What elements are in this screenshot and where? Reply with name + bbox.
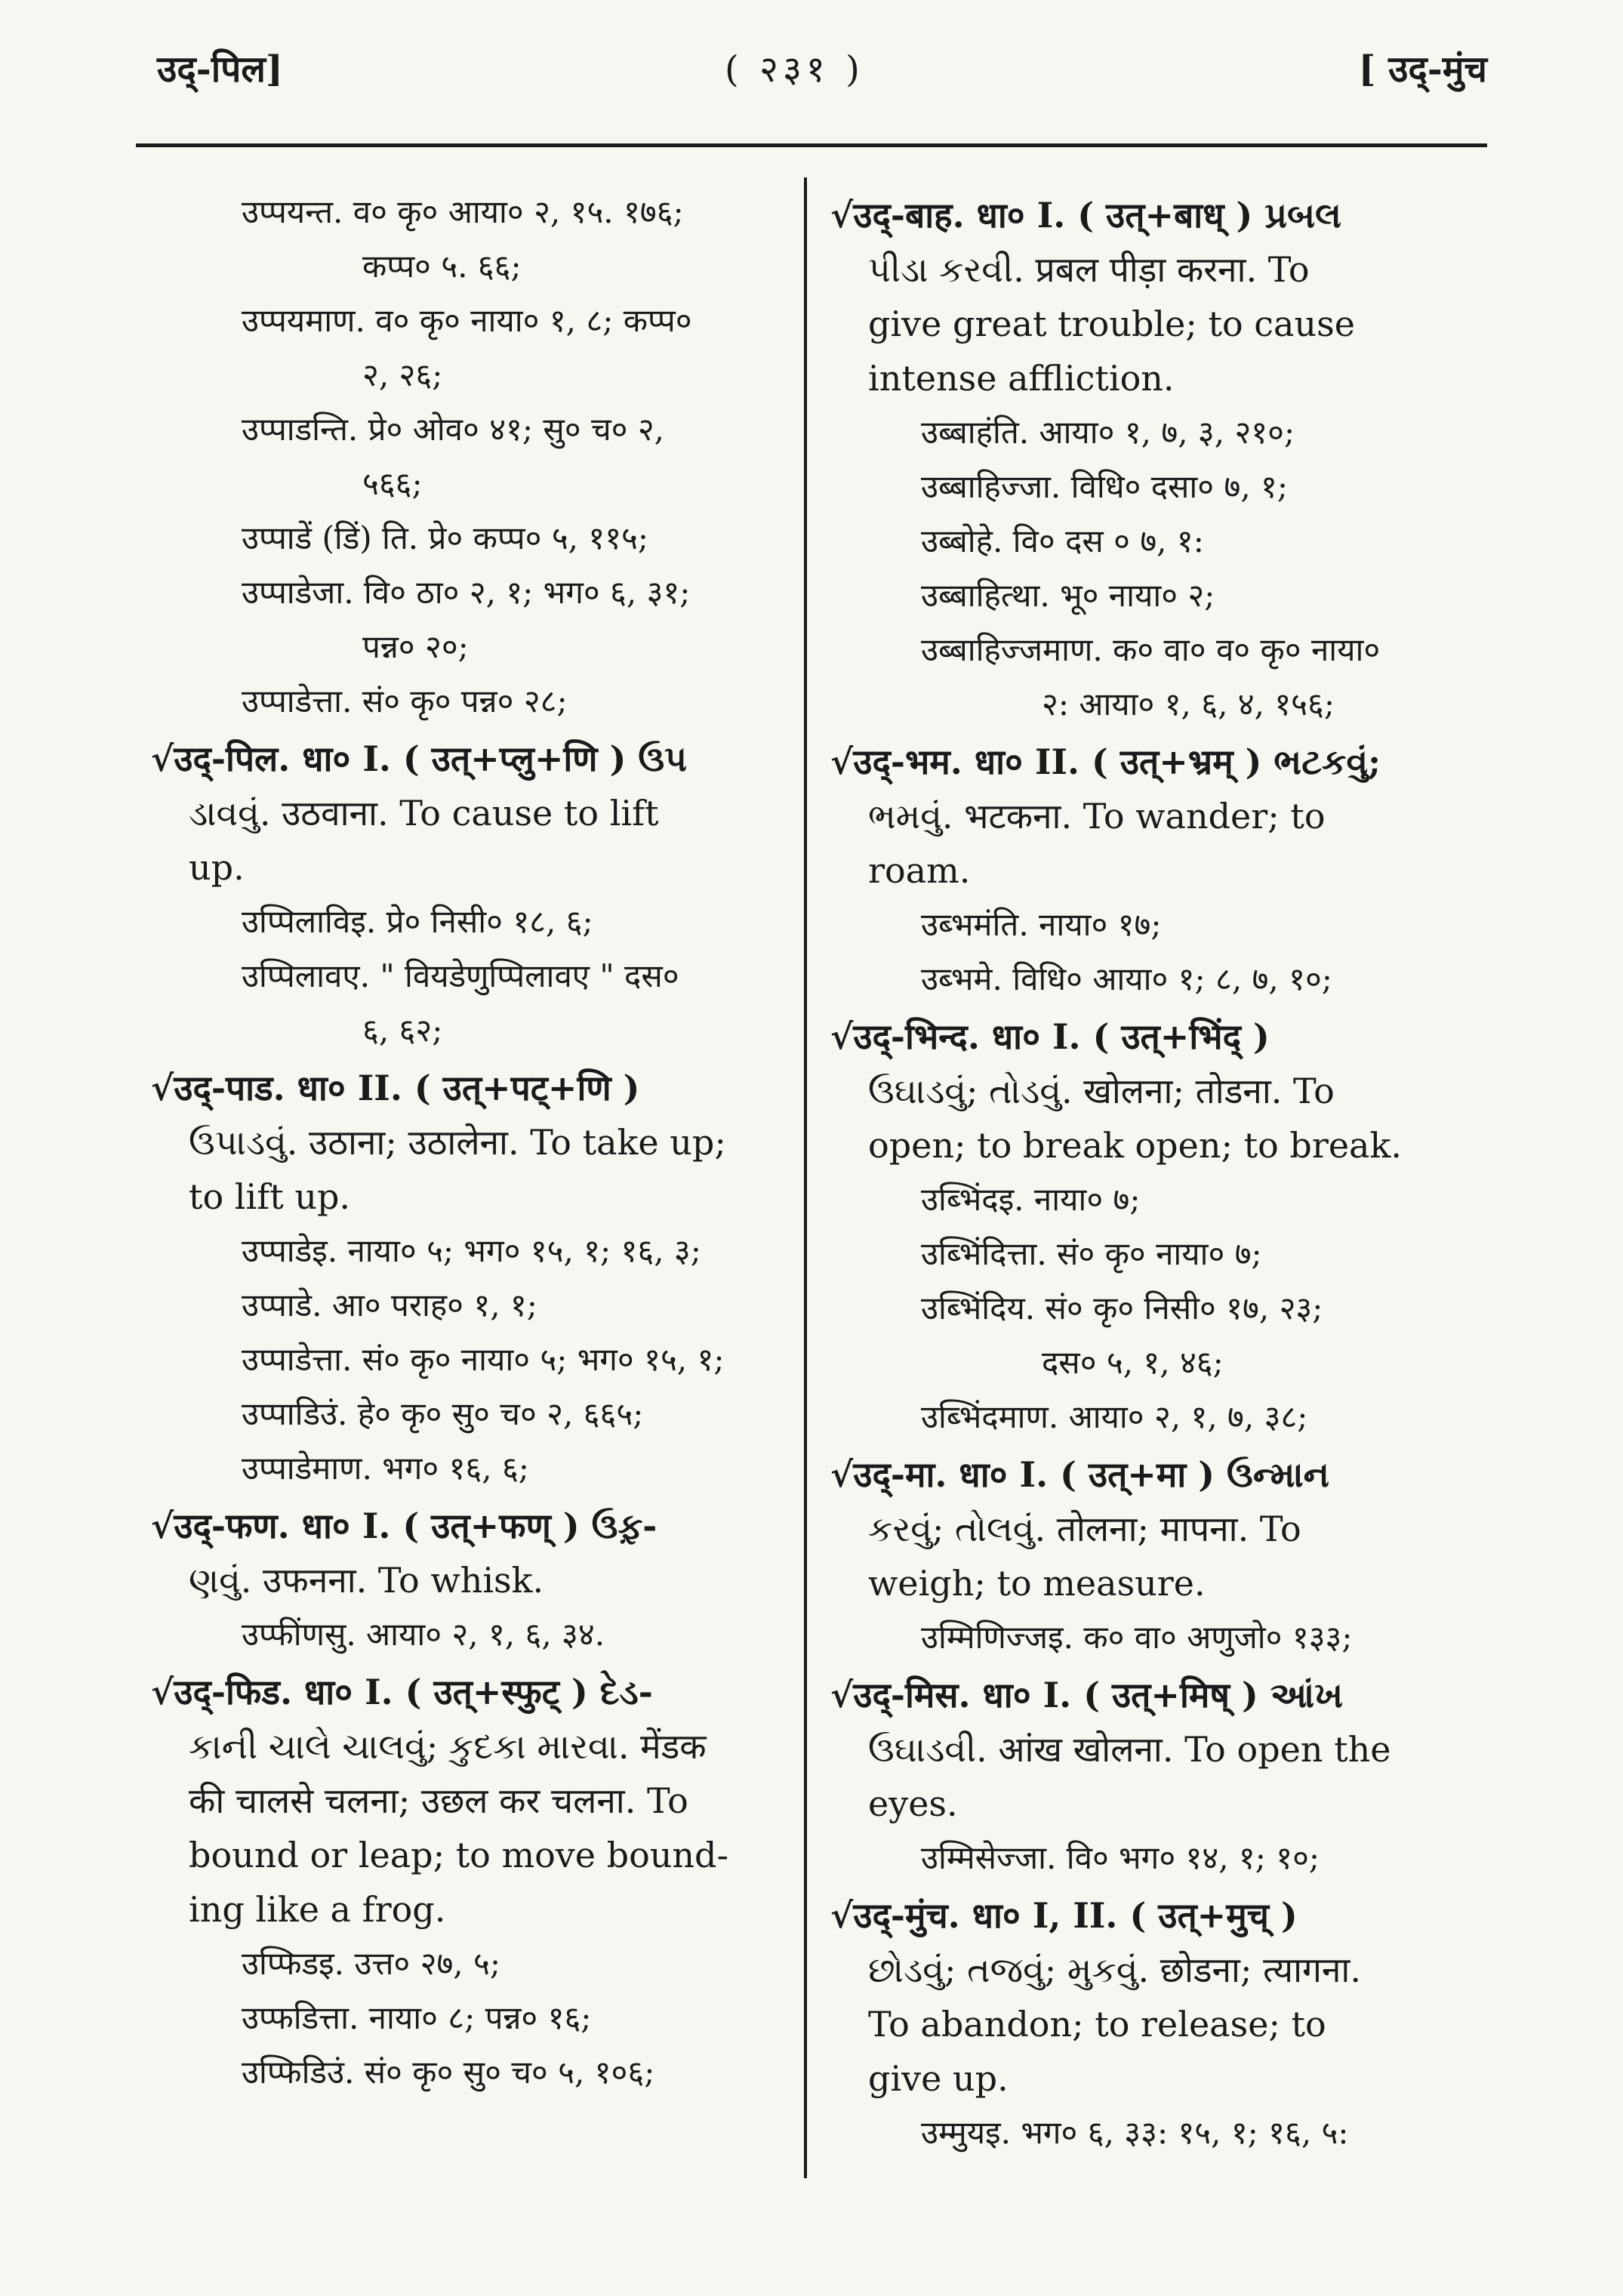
sub-entry xyxy=(830,1390,1487,1444)
root-entry xyxy=(830,1447,1487,1610)
sub-entry xyxy=(830,952,1487,1006)
root-entry xyxy=(830,735,1487,898)
definition-line: કરવું; તોલવું. तोलना; मापना. To xyxy=(868,1509,1301,1549)
entry-line: उब्बाहिज्जा. विधि० दसा० ७, १; xyxy=(921,468,1289,505)
sub-entry xyxy=(830,1610,1487,1665)
definition-line: ઉઘાડવું; તોડવું. खोलना; तोडना. To xyxy=(868,1071,1335,1111)
entry-line: उब्बाहिज्जमाण. क० वा० व० कृ० नाया० xyxy=(921,631,1381,668)
page-number: ( २३१ ) xyxy=(725,48,864,91)
root-headword-line: √उद्-मुंच. धा० I, II. ( उत्+मुच् ) xyxy=(830,1895,1298,1936)
entry-line: उप्पाडिउं. हे० कृ० सु० च० २, ६६५; xyxy=(242,1395,644,1432)
sub-entry xyxy=(151,402,793,511)
entry-line: उप्पाडेत्ता. सं० कृ० पन्न० २८; xyxy=(242,683,568,720)
entry-line: ५६६; xyxy=(362,465,423,502)
root-headword-line: √उद्-बाह. धा० I. ( उत्+बाध् ) પ્રબલ xyxy=(830,195,1341,236)
right-column xyxy=(830,185,1487,2160)
entry-line: उब्बाहंति. आया० १, ७, ३, २१०; xyxy=(921,414,1295,451)
sub-entry xyxy=(151,1387,793,1441)
sub-entry xyxy=(151,1937,793,1991)
definition-line: eyes. xyxy=(868,1783,958,1824)
sub-entry xyxy=(151,1441,793,1496)
running-head-left: उद्-पिल] xyxy=(157,48,283,91)
entry-line: उप्पाडेमाण. भग० १६, ६; xyxy=(242,1450,529,1487)
definition-line: ડાવવું. उठवाना. To cause to lift xyxy=(189,793,659,834)
entry-line: उम्मिणिज्जइ. क० वा० अणुजो० १३३; xyxy=(921,1619,1353,1656)
sub-entry xyxy=(830,405,1487,460)
definition-line: roam. xyxy=(868,850,971,891)
root-headword-line: √उद्-मिस. धा० I. ( उत्+मिष् ) આંખ xyxy=(830,1675,1344,1715)
entry-line: उप्पाडेजा. वि० ठा० २, १; भग० ६, ३१; xyxy=(242,574,691,611)
definition-line: give great trouble; to cause xyxy=(868,304,1355,344)
definition-line: की चालसे चलना; उछल कर चलना. To xyxy=(189,1780,688,1821)
root-entry xyxy=(830,1668,1487,1831)
entry-line: उब्भमे. विधि० आया० १; ८, ७, १०; xyxy=(921,960,1332,997)
definition-line: up. xyxy=(189,847,245,888)
root-entry xyxy=(151,732,793,895)
entry-line: पन्न० २०; xyxy=(362,628,469,665)
entry-line: उप्फींणसु. आया० २, १, ६, ३४. xyxy=(242,1616,605,1653)
sub-entry xyxy=(151,511,793,566)
entry-line: उप्पाडें (डिं) ति. प्रे० कप्प० ५, ११५; xyxy=(242,519,649,556)
root-entry xyxy=(830,1888,1487,2106)
definition-line: ઉઘાડવી. आंख खोलना. To open the xyxy=(868,1729,1391,1770)
column-divider xyxy=(804,177,807,2178)
root-headword-line: √उद्-फण. धा० I. ( उत्+फण् ) ઉફ઼- xyxy=(151,1505,658,1546)
entry-line: उप्फिडिउं. सं० कृ० सु० च० ५, १०६; xyxy=(242,2054,655,2091)
entry-line: उप्फडित्ता. नाया० ८; पन्न० १६; xyxy=(242,1999,592,2036)
sub-entry xyxy=(151,566,793,674)
root-headword-line: √उद्-फिड. धा० I. ( उत्+स्फुट् ) દેડ- xyxy=(151,1672,653,1712)
sub-entry xyxy=(151,1224,793,1278)
sub-entry xyxy=(830,569,1487,623)
definition-line: ભમવું. भटकना. To wander; to xyxy=(868,796,1326,837)
sub-entry xyxy=(151,1991,793,2045)
entry-line: उब्बाहित्था. भू० नाया० २; xyxy=(921,577,1215,614)
sub-entry xyxy=(830,1831,1487,1885)
entry-line: उप्पाडेइ. नाया० ५; भग० १५, १; १६, ३; xyxy=(242,1232,701,1269)
sub-entry xyxy=(830,1281,1487,1390)
definition-line: give up. xyxy=(868,2058,1009,2099)
sub-entry xyxy=(151,674,793,729)
sub-entry xyxy=(830,1227,1487,1281)
root-entry xyxy=(151,1499,793,1607)
sub-entry xyxy=(151,895,793,949)
left-column xyxy=(151,185,793,2100)
definition-line: bound or leap; to move bound- xyxy=(189,1835,729,1875)
definition-line: કાની ચાલે ચાલવું; કુદકા મારવા. मेंडक xyxy=(189,1726,707,1767)
sub-entry xyxy=(151,2045,793,2100)
definition-line: intense affliction. xyxy=(868,358,1175,399)
entry-line: उब्बोहे. वि० दस ० ७, १: xyxy=(921,522,1204,559)
entry-line: दस० ५, १, ४६; xyxy=(1042,1344,1224,1381)
sub-entry xyxy=(830,898,1487,952)
entry-line: उब्भिंदइ. नाया० ७; xyxy=(921,1181,1141,1218)
sub-entry xyxy=(151,1607,793,1662)
sub-entry xyxy=(830,460,1487,514)
entry-line: २, २६; xyxy=(362,356,443,393)
entry-line: ६, ६२; xyxy=(362,1012,443,1049)
definition-line: To abandon; to release; to xyxy=(868,2004,1326,2045)
entry-line: उप्पिलाविइ. प्रे० निसी० १८, ६; xyxy=(242,903,593,940)
sub-entry xyxy=(151,294,793,402)
definition-line: છોડવું; તજવું; મુકવું. छोडना; त्यागना. xyxy=(868,1949,1361,1990)
definition-line: weigh; to measure. xyxy=(868,1563,1206,1604)
root-entry xyxy=(151,1061,793,1224)
root-entry xyxy=(151,1665,793,1937)
entry-line: उप्पयमाण. व० कृ० नाया० १, ८; कप्प० xyxy=(242,302,692,339)
definition-line: ણવું. उफनना. To whisk. xyxy=(189,1560,544,1601)
entry-line: उप्पयन्त. व० कृ० आया० २, १५. १७६; xyxy=(242,193,684,230)
running-head-right: [ उद्-मुंच xyxy=(1358,48,1487,91)
entry-line: उम्मुयइ. भग० ६, ३३: १५, १; १६, ५: xyxy=(921,2114,1349,2151)
entry-line: उब्भिंदमाण. आया० २, १, ७, ३८; xyxy=(921,1398,1308,1435)
entry-line: उब्भिंदित्ता. सं० कृ० नाया० ७; xyxy=(921,1235,1262,1272)
root-headword-line: √उद्-भिन्द. धा० I. ( उत्+भिंद् ) xyxy=(830,1016,1270,1057)
entry-line: उप्पिलावए. " वियडेणुप्पिलावए " दस० xyxy=(242,957,679,994)
root-entry xyxy=(830,188,1487,405)
entry-line: उम्मिसेज्जा. वि० भग० १४, १; १०; xyxy=(921,1839,1320,1876)
entry-line: उब्भमंति. नाया० १७; xyxy=(921,906,1162,943)
definition-line: પીડા કરવી. प्रबल पीड़ा करना. To xyxy=(868,249,1310,290)
header-rule xyxy=(136,143,1487,147)
sub-entry xyxy=(830,514,1487,569)
root-entry xyxy=(830,1009,1487,1173)
entry-line: उप्पाडे. आ० पराह० १, १; xyxy=(242,1287,537,1324)
sub-entry xyxy=(830,2106,1487,2160)
root-headword-line: √उद्-मा. धा० I. ( उत्+मा ) ઉન્માન xyxy=(830,1454,1329,1495)
root-headword-line: √उद्-पिल. धा० I. ( उत्+प्लु+णि ) ઉપ xyxy=(151,738,687,779)
definition-line: to lift up. xyxy=(189,1176,351,1217)
definition-line: ing like a frog. xyxy=(189,1889,446,1930)
root-headword-line: √उद्-पाड. धा० II. ( उत्+पट्+णि ) xyxy=(151,1068,640,1108)
definition-line: open; to break open; to break. xyxy=(868,1125,1402,1166)
entry-line: उप्पाडन्ति. प्रे० ओव० ४१; सु० च० २, xyxy=(242,411,665,448)
entry-line: २: आया० १, ६, ४, १५६; xyxy=(1042,686,1335,723)
sub-entry xyxy=(151,185,793,294)
definition-line: ઉપાડવું. उठाना; उठालेना. To take up; xyxy=(189,1122,726,1163)
sub-entry xyxy=(151,949,793,1058)
sub-entry xyxy=(830,623,1487,732)
entry-line: उप्फिडइ. उत्त० २७, ५; xyxy=(242,1945,500,1982)
sub-entry xyxy=(151,1278,793,1333)
entry-line: उब्भिंदिय. सं० कृ० निसी० १७, २३; xyxy=(921,1290,1323,1327)
sub-entry xyxy=(830,1173,1487,1227)
sub-entry xyxy=(151,1333,793,1387)
entry-line: उप्पाडेत्ता. सं० कृ० नाया० ५; भग० १५, १; xyxy=(242,1341,725,1378)
root-headword-line: √उद्-भम. धा० II. ( उत्+भ्रम् ) ભટકવું; xyxy=(830,741,1381,782)
entry-line: कप्प० ५. ६६; xyxy=(362,248,522,285)
